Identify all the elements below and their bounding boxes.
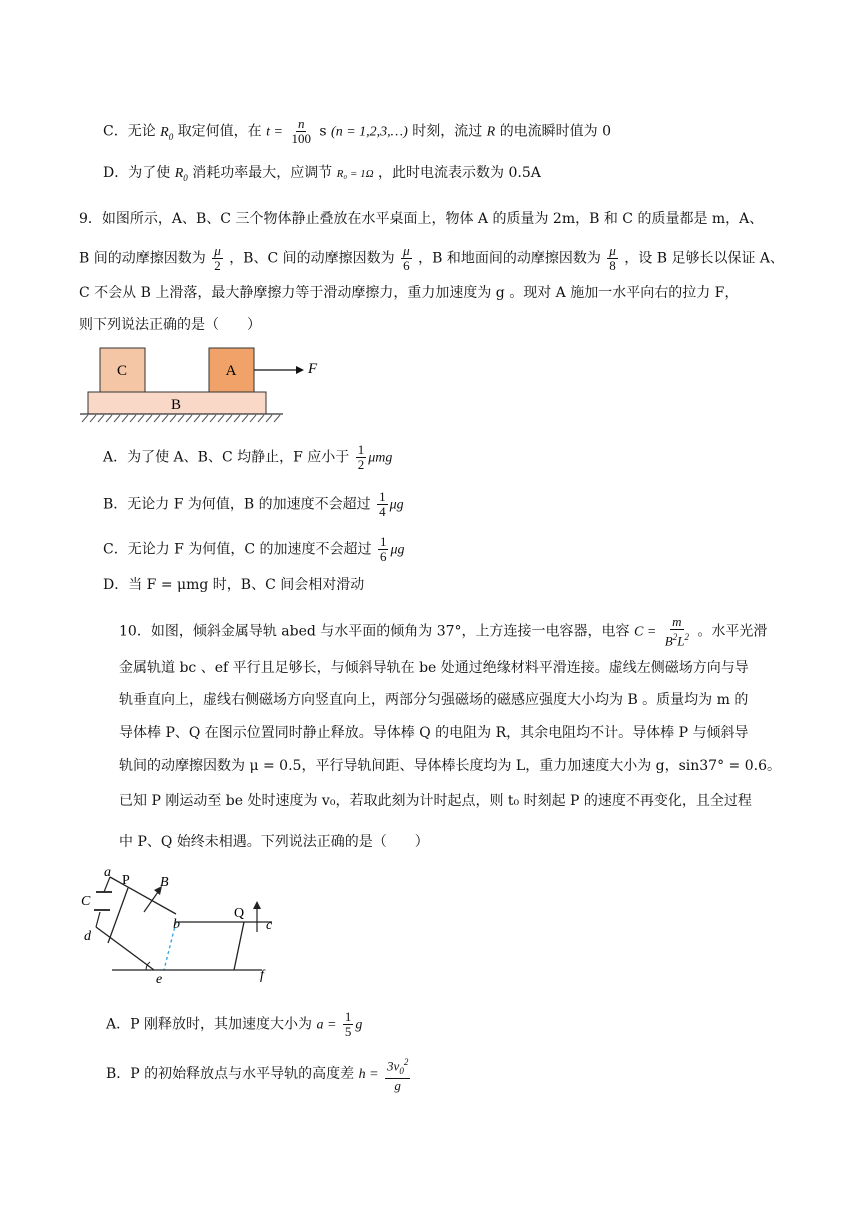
capacitance-eq: C = [634,624,657,640]
option-text: 的电流瞬时值为 0 [499,123,612,140]
option-text: B．无论力 F 为何值，B 的加速度不会超过 [103,496,371,513]
stem-text: ，B、C 间的动摩擦因数为 [229,250,395,267]
fraction-1-over-6: $\frac{1}{6}$ [379,534,387,564]
label-f: f [260,968,264,983]
option-text: 取定何值，在 [177,123,262,140]
ground-hatch [82,415,280,422]
block-c-label: C [116,363,128,379]
r0-symbol: $R_0$ [174,166,188,183]
label-a: a [104,865,111,880]
q9-option-a [103,443,392,472]
label-b-field: B [160,875,169,890]
option-text: μg [390,542,405,558]
q10-stem-line2: 金属轨道 bc 、ef 平行且足够长，与倾斜导轨在 be 处通过绝缘材料平滑连接。虚线左侧磁场方向与导 [119,660,749,676]
stem-text: 10．如图，倾斜金属导轨 abed 与水平面的倾角为 37°，上方连接一电容器，电容 [119,623,630,640]
label-q: Q [234,906,245,921]
fraction-3v0sq-over-g: $\frac{3v_0^2}{g}$ [387,1057,409,1093]
label-c: c [266,918,273,933]
option-text: D．为了使 [103,165,171,181]
n-range: (n = 1,2,3,…) [331,124,408,140]
rail-de [96,927,154,970]
option-text: C．无论 [103,123,156,140]
q10-stem-line4: 导体棒 P、Q 在图示位置同时静止释放。导体棒 Q 的电阻为 R，其余电阻均不计。导体棒 P 与倾斜导 [119,725,749,741]
option-text: 消耗功率最大，应调节 [192,165,333,181]
block-a-label: A [225,363,237,379]
q9-stem-line4: 则下列说法正确的是（ ） [79,317,261,333]
label-p: P [122,873,130,888]
q10-stem-line3: 轨垂直向上，虚线右侧磁场方向竖直向上，两部分匀强磁场的磁感应强度大小均为 B 。质量均为 m 的 [119,692,749,708]
fraction-1-over-2: $\frac{1}{2}$ [357,442,365,472]
label-b: b [173,917,180,932]
t-symbol: t = [266,124,283,140]
option-text: μg [389,497,404,513]
q9-option-b [103,490,404,519]
q9-option-c [103,535,404,564]
stem-text: B 间的动摩擦因数为 [79,250,206,267]
rod-p [108,888,128,943]
option-text: h = [358,1066,379,1082]
option-text: μmg [368,450,393,466]
q9-stem-line1: 9．如图所示，A、B、C 三个物体静止叠放在水平桌面上，物体 A 的质量为 2m，B 和 C 的质量都是 m，A、 [79,211,764,227]
fraction-mu-over-2: $\frac{\mu}{2}$ [214,243,221,273]
stem-text: ，B 和地面间的动摩擦因数为 [418,250,601,267]
fraction-mu-over-6: $\frac{\mu}{6}$ [403,243,410,273]
q10-stem-line1 [119,615,767,648]
rod-q [234,922,244,970]
label-capacitor: C [81,894,91,909]
option-text: a = [316,1017,337,1033]
arrow-head-icon [296,366,304,374]
g-symbol: g [355,1017,363,1033]
label-e: e [156,972,163,987]
fraction-1-over-5: $\frac{1}{5}$ [344,1009,352,1039]
q10-rail-figure [76,862,286,987]
q9-stem-line3: C 不会从 B 上滑落，最大静摩擦力等于滑动摩擦力，重力加速度为 g 。现对 A 施加一水平向右的拉力 F， [79,285,739,301]
force-label: F [308,361,318,377]
stem-text: ，设 B 足够长以保证 A、 [624,250,785,267]
q10-stem-line5: 轨间的动摩擦因数为 μ = 0.5，平行导轨间距、导体棒长度均为 L，重力加速度大小为 g，sin37° = 0.6。 [119,758,781,774]
q10-option-a [106,1010,362,1039]
fraction-n-over-100: $\frac{n}{100}$ [291,116,311,146]
arrow-head-icon [253,901,261,909]
label-d: d [84,929,91,944]
q9-stem-line2 [79,244,784,273]
r0-value: R₀ = 1Ω [336,168,374,180]
stem-text: 。水平光滑 [697,623,768,640]
q10-stem-line7: 中 P、Q 始终未相遇。下列说法正确的是（ ） [119,834,429,850]
option-text: A．P 刚释放时，其加速度大小为 [106,1016,312,1033]
block-b-label: B [170,397,182,413]
option-text: A．为了使 A、B、C 均静止，F 应小于 [103,449,350,466]
r-symbol: R [486,124,496,140]
option-text: C．无论力 F 为何值，C 的加速度不会超过 [103,541,372,558]
q9-blocks-figure [78,343,328,428]
option-text: 时刻，流过 [412,123,483,140]
option-text: B．P 的初始释放点与水平导轨的高度差 [106,1065,355,1082]
q9-option-d: D．当 F = μmg 时，B、C 间会相对滑动 [103,577,365,593]
fraction-m-over-b2l2: $\frac{m}{B^2L^2}$ [664,614,689,649]
fraction-mu-over-8: $\frac{\mu}{8}$ [609,243,616,273]
q10-option-b [106,1055,412,1093]
q8-option-c [103,117,611,146]
option-text: ，此时电流表示数为 0.5A [378,165,541,181]
q10-stem-line6: 已知 P 刚运动至 be 处时速度为 v₀，若取此刻为计时起点，则 t₀ 时刻起 P 的速度不再变化，且全过程 [119,793,752,809]
fraction-1-over-4: $\frac{1}{4}$ [379,489,386,519]
unit-s: s [319,123,327,140]
q8-option-d [103,163,541,188]
r0-symbol: $R_0$ [160,124,174,142]
